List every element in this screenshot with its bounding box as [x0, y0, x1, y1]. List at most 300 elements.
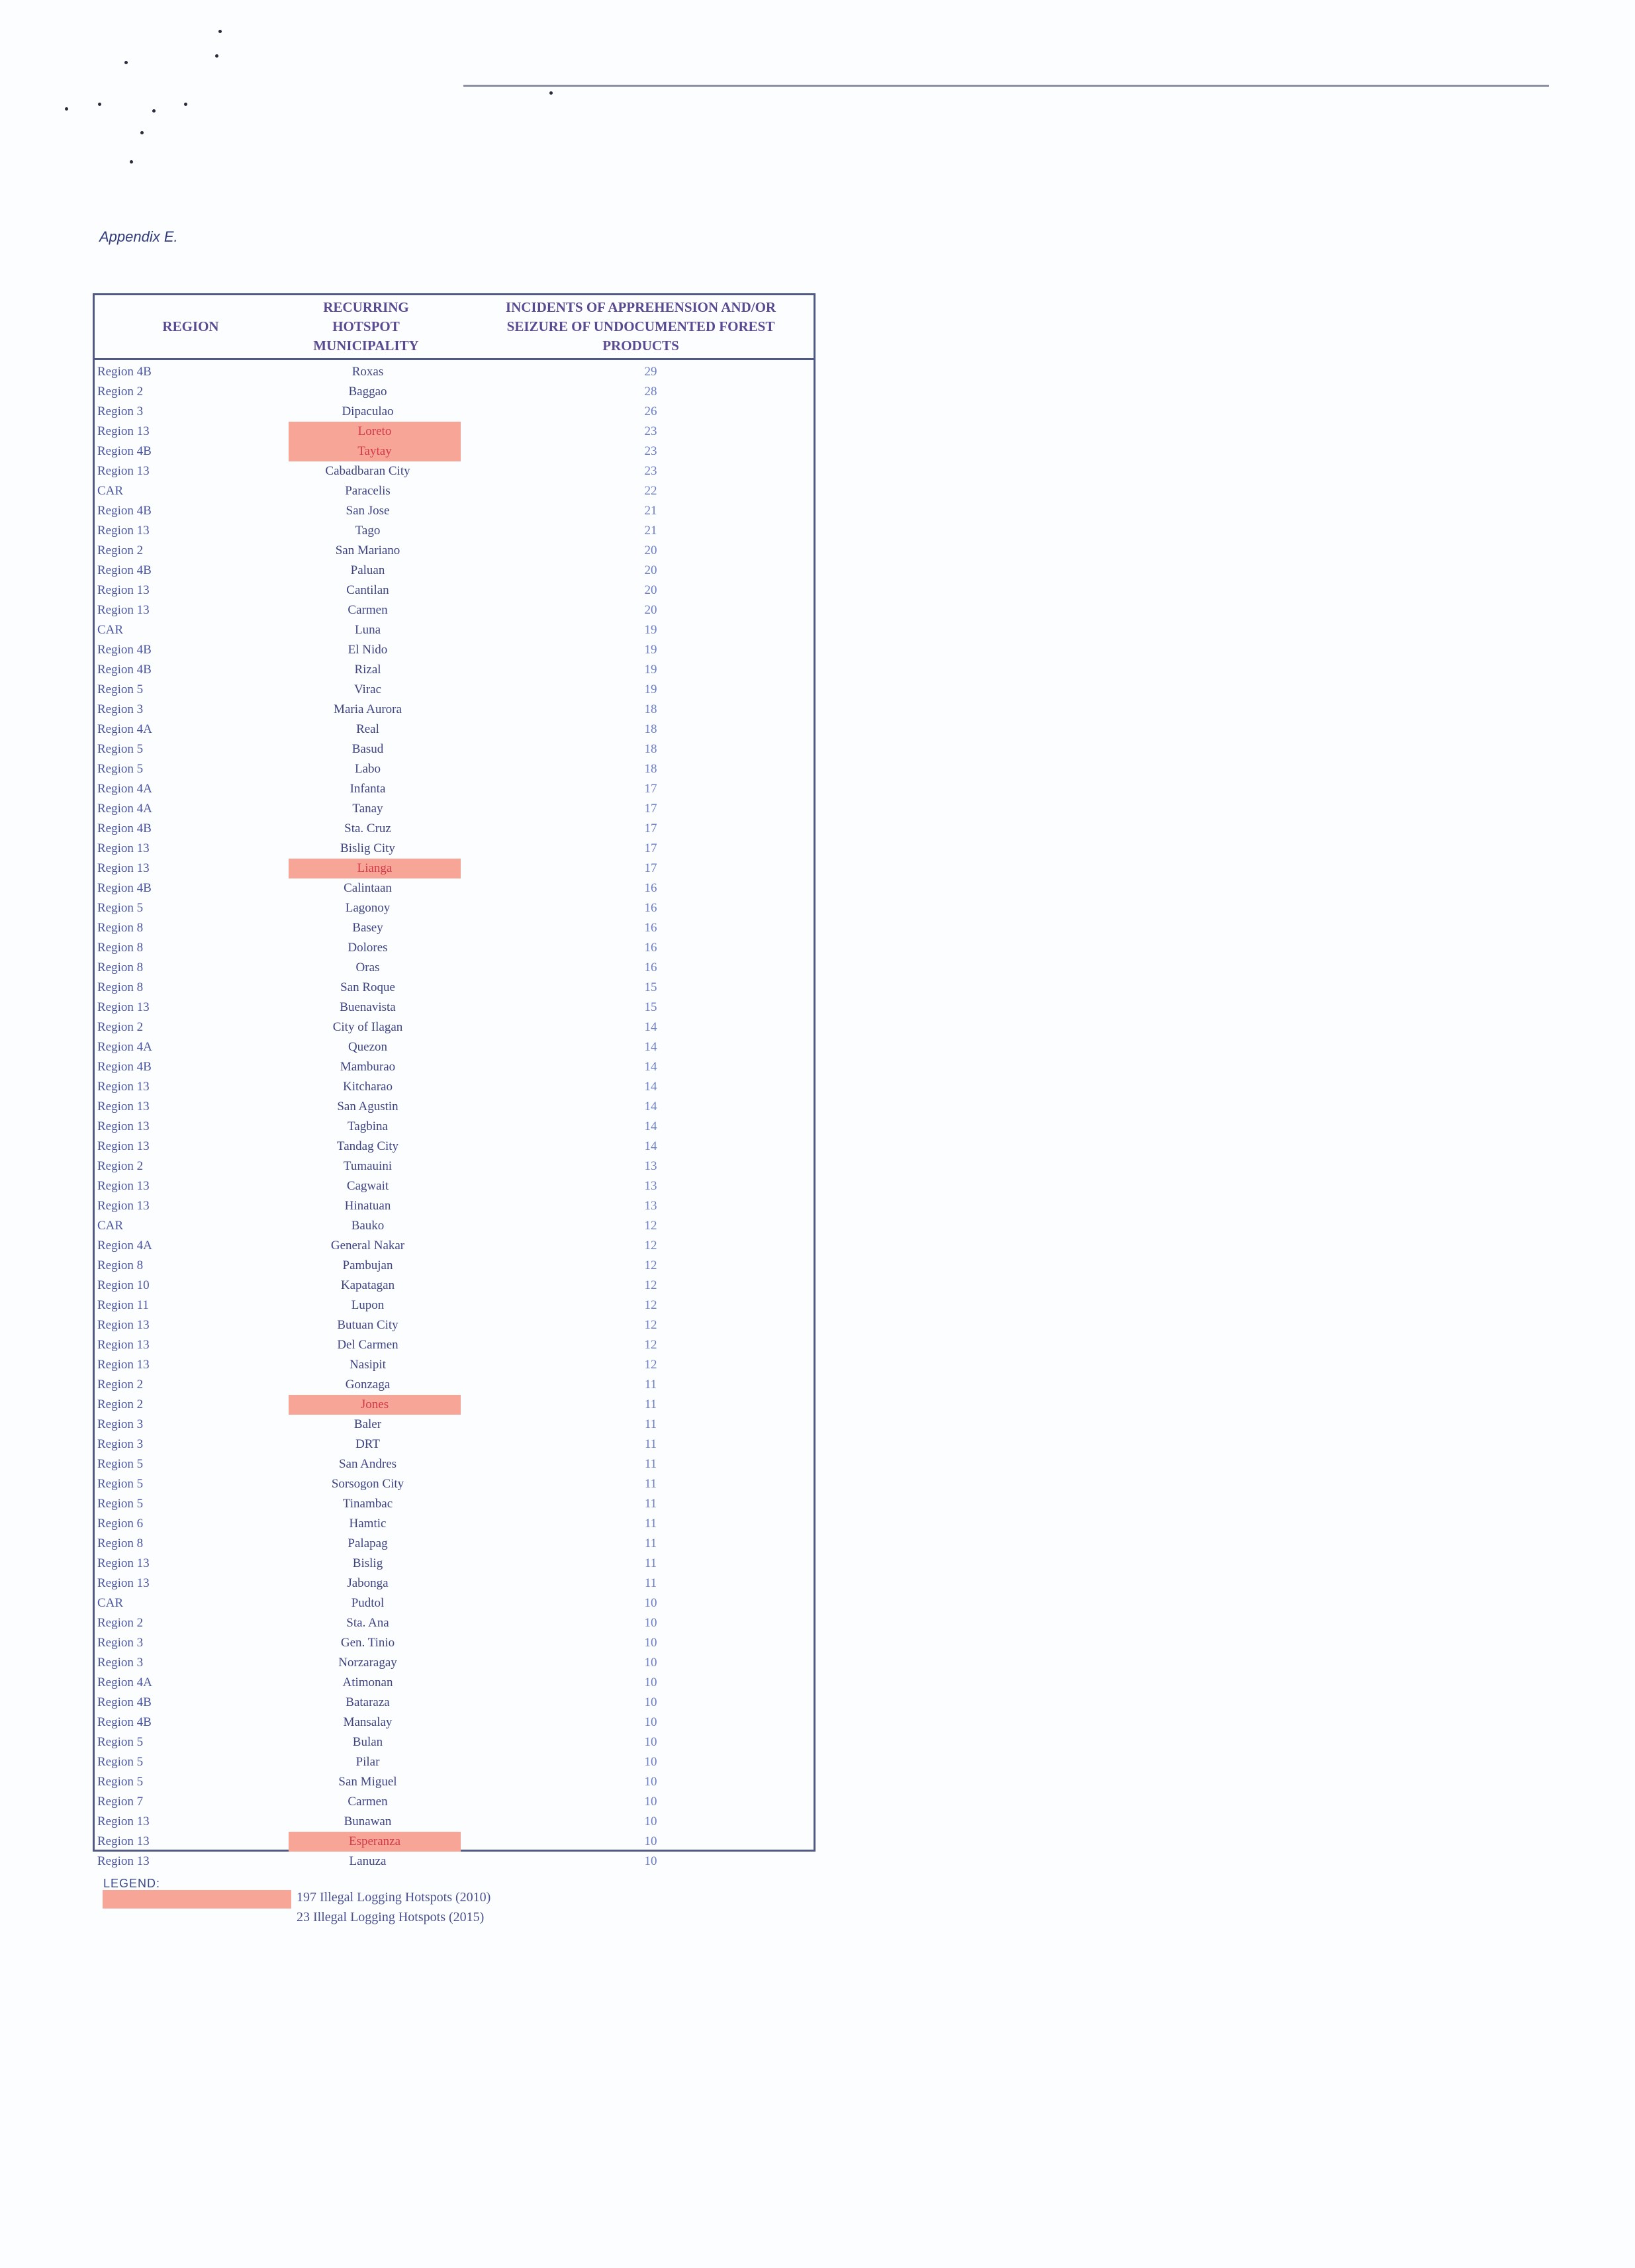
incident-count-cell: 11	[644, 1477, 657, 1491]
region-cell: Region 6	[97, 1517, 144, 1531]
incident-count-cell: 17	[644, 782, 657, 796]
table-row	[95, 1276, 814, 1296]
table-row	[95, 1256, 814, 1276]
region-cell: Region 4A	[97, 1040, 152, 1054]
scan-speck	[215, 54, 218, 58]
table-row	[95, 422, 814, 442]
municipality-cell: Pilar	[355, 1755, 380, 1769]
municipality-cell: Labo	[354, 762, 381, 776]
scan-speck	[218, 30, 222, 33]
region-cell: Region 13	[97, 424, 150, 438]
region-cell: Region 13	[97, 1318, 150, 1332]
table-row	[95, 819, 814, 839]
municipality-cell-highlighted: Esperanza	[289, 1832, 461, 1852]
municipality-cell: Paluan	[350, 563, 385, 577]
incident-count-cell: 23	[644, 424, 657, 438]
municipality-cell: Rizal	[354, 663, 381, 677]
municipality-cell: Bulan	[352, 1735, 383, 1749]
municipality-cell: Lagonoy	[345, 901, 391, 915]
incident-count-cell: 10	[644, 1596, 657, 1610]
municipality-cell: San Andres	[338, 1457, 397, 1471]
region-cell: Region 13	[97, 1100, 150, 1113]
region-cell: Region 4B	[97, 1715, 152, 1729]
legend-item-2015: 23 Illegal Logging Hotspots (2015)	[297, 1910, 485, 1924]
header-region: REGION	[162, 318, 219, 334]
municipality-cell: Bislig	[352, 1556, 383, 1570]
table-row	[95, 1395, 814, 1415]
table-row	[95, 1732, 814, 1752]
incident-count-cell: 10	[644, 1735, 657, 1749]
incident-count-cell: 11	[644, 1497, 657, 1511]
incident-count-cell: 19	[644, 623, 657, 637]
incident-count-cell: 21	[644, 504, 657, 518]
region-cell: Region 3	[97, 1417, 144, 1431]
region-cell: Region 5	[97, 1497, 144, 1511]
municipality-cell: San Roque	[340, 980, 395, 994]
municipality-cell: City of Ilagan	[332, 1020, 403, 1034]
table-row	[95, 600, 814, 620]
table-row	[95, 1435, 814, 1454]
table-row	[95, 1137, 814, 1157]
incident-count-cell: 14	[644, 1080, 657, 1094]
table-row	[95, 1097, 814, 1117]
region-cell: Region 5	[97, 1457, 144, 1471]
incident-count-cell: 11	[644, 1517, 657, 1531]
table-row	[95, 1554, 814, 1574]
municipality-cell: Maria Aurora	[334, 702, 402, 716]
region-cell: Region 8	[97, 1536, 144, 1550]
municipality-cell: Paracelis	[345, 484, 391, 498]
municipality-cell: Hamtic	[349, 1517, 387, 1531]
municipality-cell: Cabadbaran City	[325, 464, 410, 478]
incident-count-cell: 23	[644, 464, 657, 478]
incident-count-cell: 12	[644, 1358, 657, 1372]
table-row	[95, 1514, 814, 1534]
region-cell: Region 8	[97, 921, 144, 935]
region-cell: Region 4B	[97, 563, 152, 577]
region-cell: Region 8	[97, 1258, 144, 1272]
table-row	[95, 898, 814, 918]
incident-count-cell: 21	[644, 524, 657, 538]
incident-count-cell: 16	[644, 941, 657, 955]
region-cell: Region 3	[97, 1656, 144, 1670]
table-row	[95, 700, 814, 720]
incident-count-cell: 10	[644, 1695, 657, 1709]
table-row	[95, 461, 814, 481]
municipality-cell: Hinatuan	[344, 1199, 391, 1213]
incident-count-cell: 10	[644, 1775, 657, 1789]
table-row	[95, 382, 814, 402]
table-row	[95, 402, 814, 422]
table-row	[95, 1832, 814, 1852]
table-row	[95, 1296, 814, 1315]
incident-count-cell: 10	[644, 1834, 657, 1848]
municipality-cell: Virac	[353, 683, 382, 696]
table-row	[95, 779, 814, 799]
municipality-cell: Basud	[351, 742, 384, 756]
municipality-cell: Dipaculao	[342, 404, 394, 418]
region-cell: CAR	[97, 1219, 124, 1233]
region-cell: Region 5	[97, 901, 144, 915]
municipality-cell: Gen. Tinio	[340, 1636, 395, 1650]
incident-count-cell: 11	[644, 1536, 657, 1550]
municipality-cell: Pudtol	[351, 1596, 385, 1610]
region-cell: Region 13	[97, 1358, 150, 1372]
municipality-cell: Lanuza	[349, 1854, 387, 1868]
municipality-cell: Sta. Ana	[346, 1616, 389, 1630]
header-hotspot-municipality: RECURRING HOTSPOT MUNICIPALITY	[313, 299, 419, 354]
municipality-cell: Palapag	[348, 1536, 388, 1550]
municipality-cell: Bataraza	[346, 1695, 390, 1709]
municipality-cell: Pambujan	[342, 1258, 393, 1272]
region-cell: Region 4B	[97, 663, 152, 677]
incident-count-cell: 12	[644, 1258, 657, 1272]
table-row	[95, 1613, 814, 1633]
region-cell: Region 4B	[97, 881, 152, 895]
region-cell: CAR	[97, 484, 124, 498]
incident-count-cell: 10	[644, 1676, 657, 1689]
region-cell: Region 4B	[97, 365, 152, 379]
municipality-cell: Nasipit	[350, 1358, 386, 1372]
table-row	[95, 1454, 814, 1474]
table-row	[95, 1653, 814, 1673]
scan-speck	[184, 103, 187, 106]
region-cell: Region 4B	[97, 504, 152, 518]
table-row	[95, 541, 814, 561]
incident-count-cell: 14	[644, 1139, 657, 1153]
incident-count-cell: 22	[644, 484, 657, 498]
table-row	[95, 1117, 814, 1137]
region-cell: Region 4A	[97, 802, 152, 816]
table-body	[95, 362, 814, 1871]
region-cell: Region 2	[97, 385, 144, 399]
incident-count-cell: 10	[644, 1795, 657, 1809]
region-cell: Region 13	[97, 861, 150, 875]
incident-count-cell: 10	[644, 1636, 657, 1650]
municipality-cell: Luna	[354, 623, 381, 637]
table-row	[95, 1673, 814, 1693]
region-cell: Region 5	[97, 683, 144, 696]
incident-count-cell: 12	[644, 1278, 657, 1292]
region-cell: Region 13	[97, 464, 150, 478]
table-row	[95, 1077, 814, 1097]
table-row	[95, 1633, 814, 1653]
municipality-cell: Quezon	[348, 1040, 388, 1054]
incident-count-cell: 23	[644, 444, 657, 458]
municipality-cell: Mamburao	[340, 1060, 396, 1074]
incident-count-cell: 14	[644, 1119, 657, 1133]
region-cell: CAR	[97, 623, 124, 637]
incident-count-cell: 15	[644, 980, 657, 994]
incident-count-cell: 12	[644, 1298, 657, 1312]
region-cell: Region 2	[97, 1616, 144, 1630]
table-row	[95, 1593, 814, 1613]
table-row	[95, 442, 814, 461]
scan-speck	[152, 109, 156, 113]
table-row	[95, 878, 814, 898]
municipality-cell-highlighted: Lianga	[289, 859, 461, 878]
incident-count-cell: 10	[644, 1815, 657, 1828]
scan-speck	[549, 91, 553, 95]
table-row	[95, 521, 814, 541]
table-row	[95, 958, 814, 978]
incident-count-cell: 10	[644, 1715, 657, 1729]
incident-count-cell: 18	[644, 722, 657, 736]
header-incidents: INCIDENTS OF APPREHENSION AND/OR SEIZURE OF UNDOCUMENTED FOREST PRODUCTS	[505, 299, 776, 354]
incident-count-cell: 13	[644, 1199, 657, 1213]
region-cell: Region 2	[97, 1397, 144, 1411]
region-cell: Region 13	[97, 1000, 150, 1014]
region-cell: Region 11	[97, 1298, 149, 1312]
incident-count-cell: 12	[644, 1338, 657, 1352]
table-row	[95, 978, 814, 998]
municipality-cell: Kapatagan	[340, 1278, 395, 1292]
incident-count-cell: 12	[644, 1219, 657, 1233]
municipality-cell: Roxas	[351, 365, 384, 379]
municipality-cell: Tinambac	[342, 1497, 393, 1511]
municipality-cell-highlighted: Taytay	[289, 442, 461, 461]
table-row	[95, 1693, 814, 1713]
municipality-cell: Atimonan	[342, 1676, 393, 1689]
table-row	[95, 1772, 814, 1792]
municipality-cell: Norzaragay	[338, 1656, 397, 1670]
table-row	[95, 1196, 814, 1216]
municipality-cell: San Agustin	[337, 1100, 398, 1113]
municipality-cell: Carmen	[348, 1795, 388, 1809]
municipality-cell: DRT	[355, 1437, 380, 1451]
table-row	[95, 1752, 814, 1772]
municipality-cell: Baler	[353, 1417, 382, 1431]
incident-count-cell: 14	[644, 1100, 657, 1113]
scan-speck	[124, 61, 128, 64]
table-header	[95, 295, 814, 360]
region-cell: Region 3	[97, 1437, 144, 1451]
incident-count-cell: 18	[644, 702, 657, 716]
municipality-cell: El Nido	[348, 643, 388, 657]
table-row	[95, 680, 814, 700]
table-row	[95, 1017, 814, 1037]
incident-count-cell: 15	[644, 1000, 657, 1014]
region-cell: Region 5	[97, 742, 144, 756]
region-cell: Region 13	[97, 1854, 150, 1868]
region-cell: Region 13	[97, 603, 150, 617]
table-row	[95, 1474, 814, 1494]
table-row	[95, 1713, 814, 1732]
incident-count-cell: 16	[644, 961, 657, 974]
region-cell: Region 13	[97, 1338, 150, 1352]
municipality-cell: Lupon	[351, 1298, 385, 1312]
incident-count-cell: 18	[644, 762, 657, 776]
table-row	[95, 1812, 814, 1832]
municipality-cell: Buenavista	[340, 1000, 396, 1014]
incident-count-cell: 26	[644, 404, 657, 418]
region-cell: Region 4B	[97, 1695, 152, 1709]
incident-count-cell: 20	[644, 603, 657, 617]
table-row	[95, 799, 814, 819]
municipality-cell: Bunawan	[344, 1815, 392, 1828]
table-row	[95, 1494, 814, 1514]
municipality-cell: Bislig City	[340, 841, 395, 855]
region-cell: Region 8	[97, 980, 144, 994]
region-cell: Region 3	[97, 404, 144, 418]
incident-count-cell: 29	[644, 365, 657, 379]
region-cell: Region 5	[97, 1735, 144, 1749]
municipality-cell: Butuan City	[337, 1318, 398, 1332]
incident-count-cell: 18	[644, 742, 657, 756]
top-rule	[463, 85, 1549, 87]
table-row	[95, 998, 814, 1017]
table-row	[95, 720, 814, 739]
scan-speck	[65, 107, 68, 111]
region-cell: Region 2	[97, 1159, 144, 1173]
incident-count-cell: 17	[644, 841, 657, 855]
table-row	[95, 362, 814, 382]
table-row	[95, 1355, 814, 1375]
table-row	[95, 739, 814, 759]
appendix-label: Appendix E.	[99, 228, 178, 245]
incident-count-cell: 17	[644, 802, 657, 816]
region-cell: Region 13	[97, 524, 150, 538]
table-row	[95, 1315, 814, 1335]
region-cell: Region 4A	[97, 782, 152, 796]
region-cell: Region 4B	[97, 444, 152, 458]
table-row	[95, 1176, 814, 1196]
municipality-cell: Calintaan	[344, 881, 392, 895]
region-cell: Region 13	[97, 1139, 150, 1153]
region-cell: Region 2	[97, 543, 144, 557]
municipality-cell: Real	[356, 722, 379, 736]
incident-count-cell: 19	[644, 683, 657, 696]
region-cell: Region 8	[97, 961, 144, 974]
table-row	[95, 1534, 814, 1554]
municipality-cell: Sta. Cruz	[344, 822, 391, 835]
municipality-cell: Tagbina	[348, 1119, 388, 1133]
region-cell: Region 13	[97, 841, 150, 855]
region-cell: Region 13	[97, 1199, 150, 1213]
region-cell: Region 4B	[97, 643, 152, 657]
municipality-cell: Oras	[355, 961, 380, 974]
municipality-cell: Baggao	[348, 385, 387, 399]
table-row	[95, 561, 814, 581]
table-row	[95, 1415, 814, 1435]
region-cell: Region 13	[97, 1179, 150, 1193]
region-cell: Region 13	[97, 1834, 150, 1848]
region-cell: Region 3	[97, 1636, 144, 1650]
table-row	[95, 759, 814, 779]
legend-title: LEGEND:	[103, 1877, 161, 1890]
region-cell: Region 5	[97, 1755, 144, 1769]
incident-count-cell: 20	[644, 543, 657, 557]
incident-count-cell: 20	[644, 563, 657, 577]
incident-count-cell: 11	[644, 1576, 657, 1590]
incident-count-cell: 11	[644, 1556, 657, 1570]
incident-count-cell: 14	[644, 1040, 657, 1054]
incident-count-cell: 11	[644, 1417, 657, 1431]
hotspot-table	[93, 293, 816, 1868]
incident-count-cell: 10	[644, 1656, 657, 1670]
region-cell: Region 5	[97, 1477, 144, 1491]
region-cell: Region 4B	[97, 822, 152, 835]
incident-count-cell: 10	[644, 1755, 657, 1769]
municipality-cell: Dolores	[348, 941, 388, 955]
legend-highlight-swatch	[103, 1890, 291, 1909]
incident-count-cell: 12	[644, 1318, 657, 1332]
table-row	[95, 859, 814, 878]
incident-count-cell: 28	[644, 385, 657, 399]
municipality-cell: Jabonga	[347, 1576, 389, 1590]
region-cell: Region 10	[97, 1278, 150, 1292]
region-cell: Region 4A	[97, 1676, 152, 1689]
region-cell: Region 4A	[97, 722, 152, 736]
region-cell: Region 7	[97, 1795, 144, 1809]
region-cell: Region 2	[97, 1378, 144, 1392]
scan-speck	[140, 131, 144, 134]
incident-count-cell: 17	[644, 861, 657, 875]
table-row	[95, 640, 814, 660]
region-cell: Region 13	[97, 1080, 150, 1094]
incident-count-cell: 16	[644, 921, 657, 935]
municipality-cell: Kitcharao	[343, 1080, 393, 1094]
table-row	[95, 918, 814, 938]
table-row	[95, 581, 814, 600]
municipality-cell: Infanta	[350, 782, 386, 796]
municipality-cell: Del Carmen	[337, 1338, 398, 1352]
incident-count-cell: 19	[644, 643, 657, 657]
municipality-cell-highlighted: Loreto	[289, 422, 461, 442]
incident-count-cell: 11	[644, 1457, 657, 1471]
region-cell: Region 3	[97, 702, 144, 716]
municipality-cell: Tumauini	[343, 1159, 393, 1173]
municipality-cell: Tandag City	[336, 1139, 399, 1153]
incident-count-cell: 17	[644, 822, 657, 835]
municipality-cell: General Nakar	[330, 1239, 405, 1252]
incident-count-cell: 14	[644, 1020, 657, 1034]
table-row	[95, 501, 814, 521]
region-cell: Region 4A	[97, 1239, 152, 1252]
municipality-cell: Tago	[355, 524, 381, 538]
municipality-cell: Basey	[352, 921, 383, 935]
table-row	[95, 481, 814, 501]
incident-count-cell: 14	[644, 1060, 657, 1074]
municipality-cell: Cagwait	[346, 1179, 389, 1193]
municipality-cell: Carmen	[348, 603, 388, 617]
table-row	[95, 620, 814, 640]
incident-count-cell: 13	[644, 1159, 657, 1173]
table-row	[95, 1236, 814, 1256]
incident-count-cell: 19	[644, 663, 657, 677]
municipality-cell: Sorsogon City	[331, 1477, 404, 1491]
table-row	[95, 1057, 814, 1077]
region-cell: CAR	[97, 1596, 124, 1610]
scan-speck	[98, 103, 101, 106]
incident-count-cell: 16	[644, 901, 657, 915]
region-cell: Region 5	[97, 1775, 144, 1789]
incident-count-cell: 16	[644, 881, 657, 895]
municipality-cell: San Jose	[346, 504, 390, 518]
incident-count-cell: 12	[644, 1239, 657, 1252]
region-cell: Region 13	[97, 1815, 150, 1828]
region-cell: Region 13	[97, 1119, 150, 1133]
region-cell: Region 4B	[97, 1060, 152, 1074]
table-row	[95, 1335, 814, 1355]
region-cell: Region 13	[97, 583, 150, 597]
incident-count-cell: 11	[644, 1378, 657, 1392]
incident-count-cell: 13	[644, 1179, 657, 1193]
municipality-cell: Bauko	[351, 1219, 385, 1233]
municipality-cell: Tanay	[352, 802, 383, 816]
table-row	[95, 938, 814, 958]
incident-count-cell: 10	[644, 1616, 657, 1630]
